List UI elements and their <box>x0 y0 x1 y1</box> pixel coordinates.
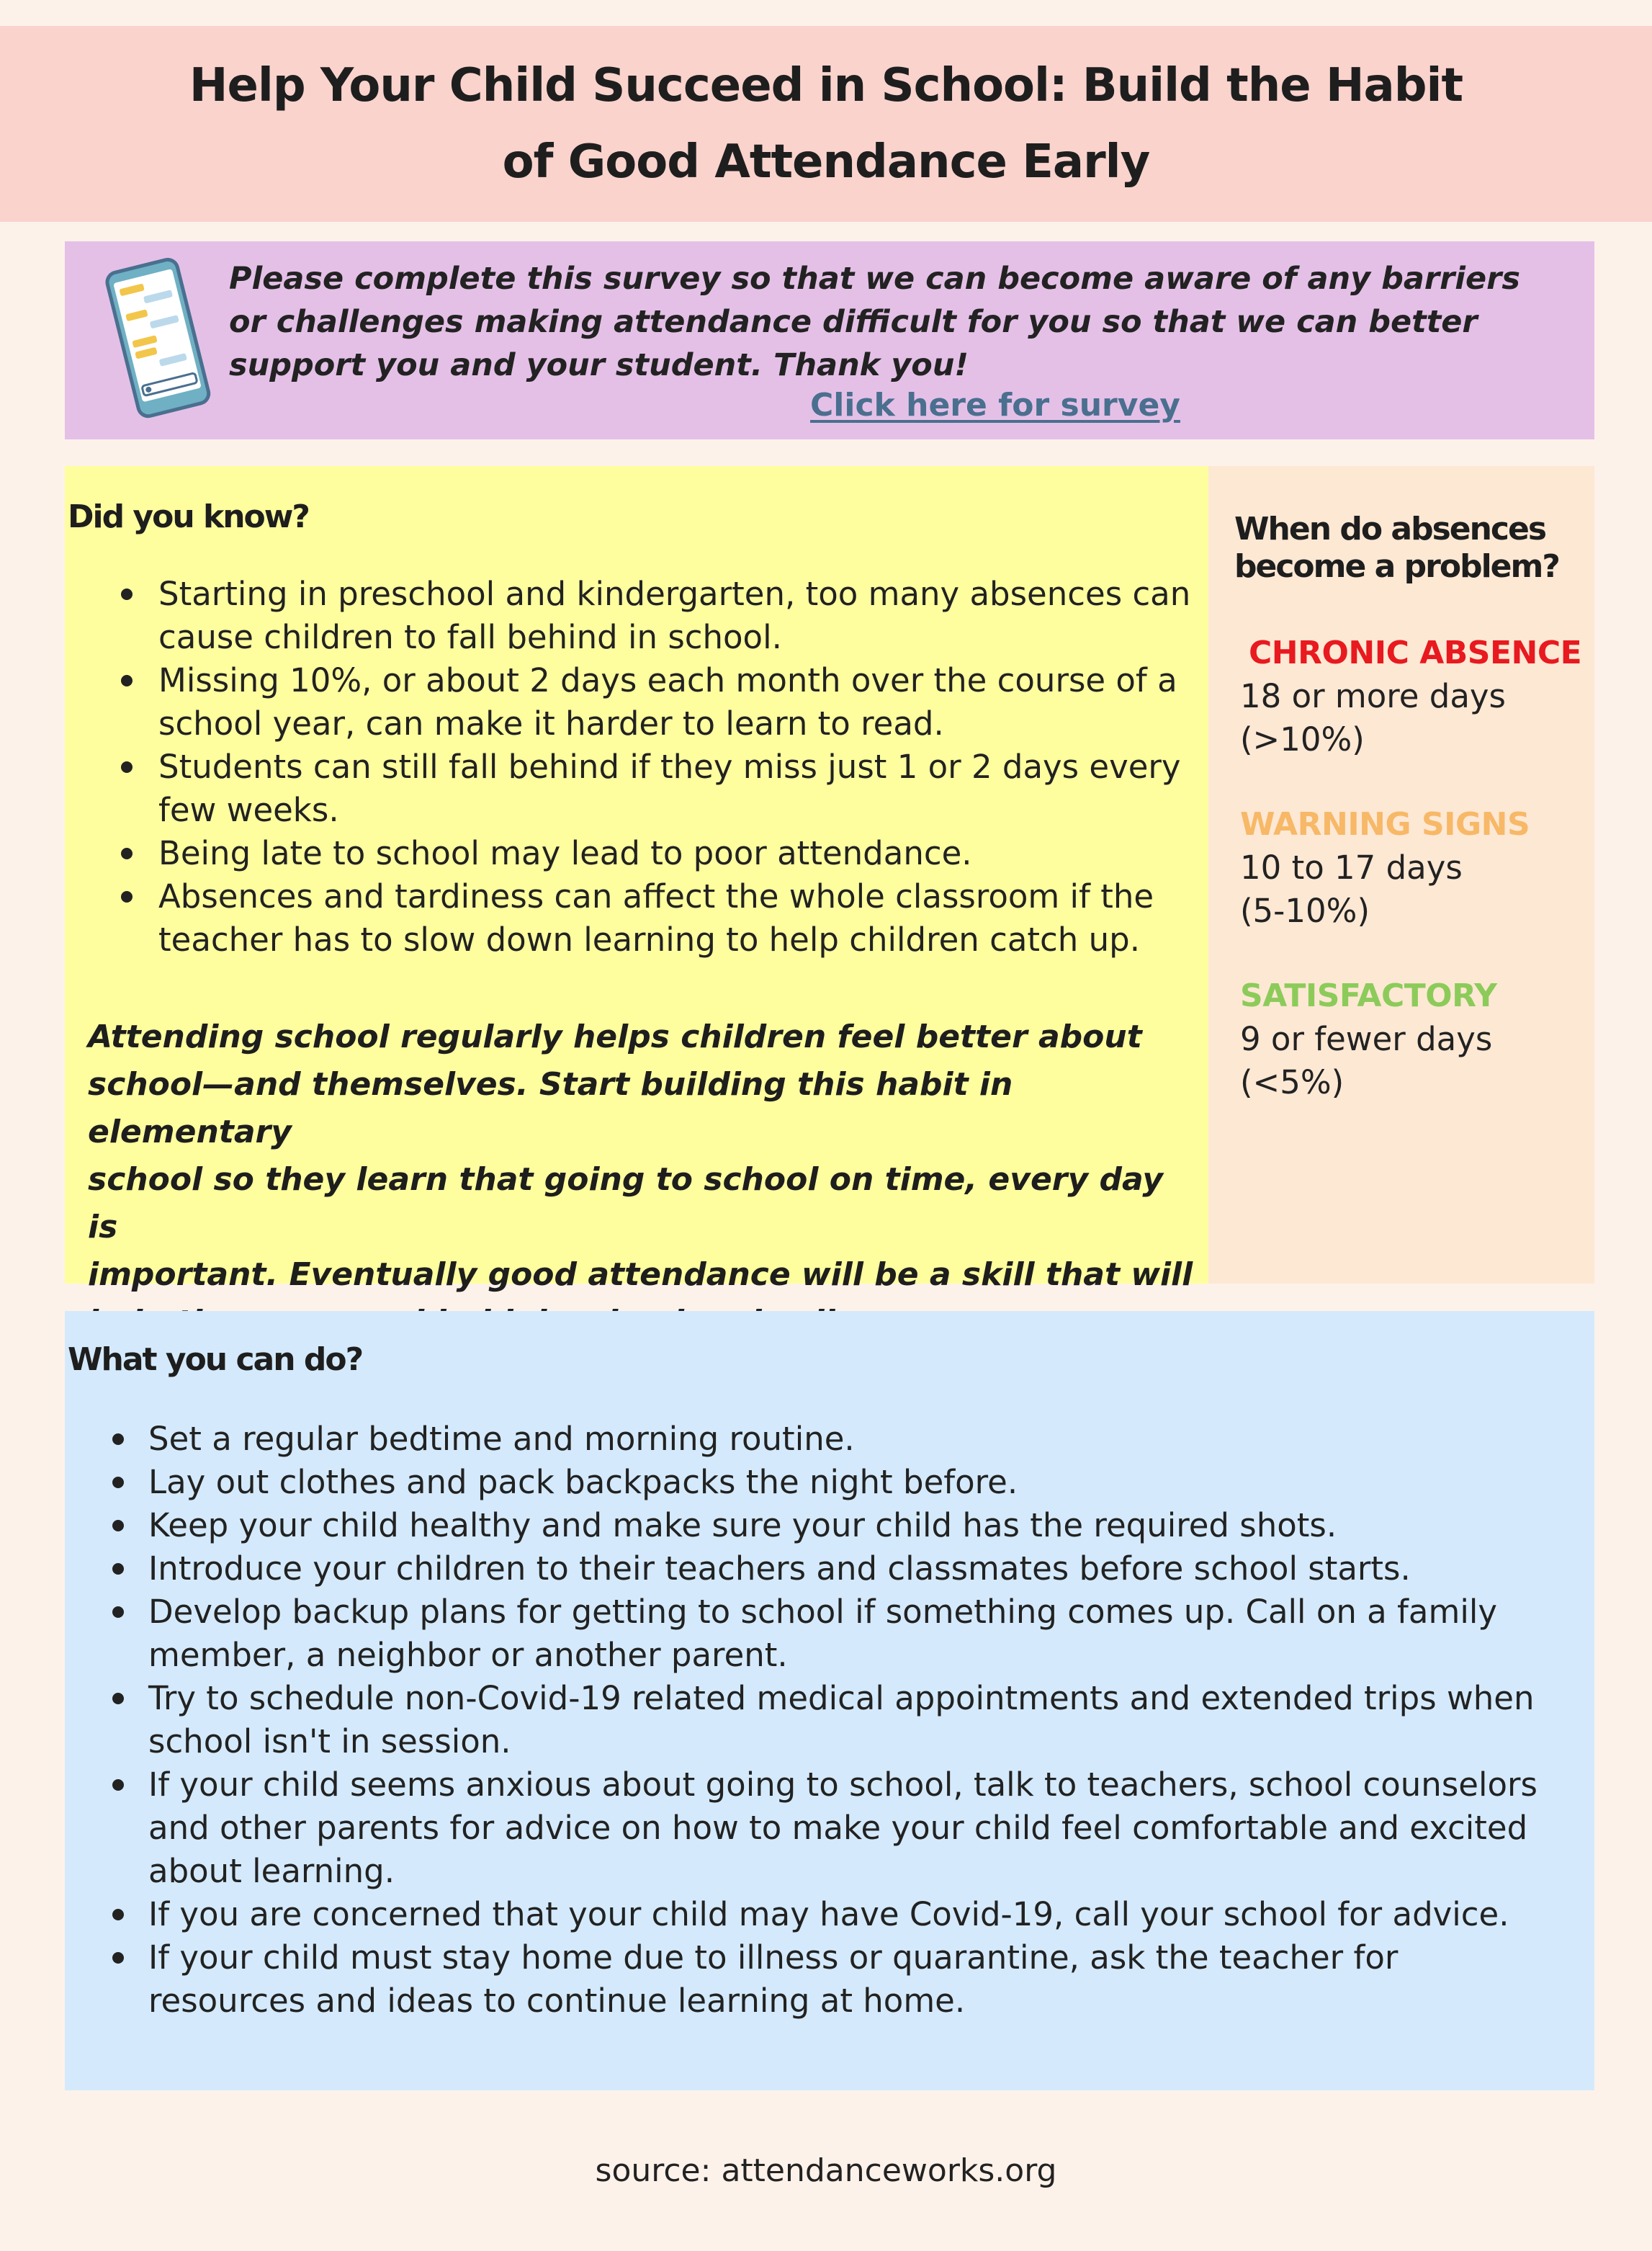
bullet-icon <box>112 1433 124 1445</box>
level-description: 18 or more days (>10%) <box>1240 677 1506 758</box>
survey-link[interactable]: Click here for survey <box>810 387 1180 424</box>
survey-message: Please complete this survey so that we can become aware of any barriers or challenges making attendance difficult for you so that we can better support you and your student. Thank you! <box>229 261 1520 383</box>
list-item-text: Try to schedule non-Covid-19 related medical appointments and extended trips when school isn't in session. <box>148 1679 1535 1760</box>
list-item-text: Starting in preschool and kindergarten, too many absences can cause children to fall behind in school. <box>158 575 1191 656</box>
absence-levels-panel <box>1208 466 1594 1284</box>
what-you-can-do-heading: What you can do? <box>68 1341 363 1378</box>
level-chronic-absence <box>1240 632 1581 761</box>
list-item-text: Lay out clothes and pack backpacks the night before. <box>148 1463 1018 1501</box>
bullet-icon <box>112 1520 124 1531</box>
bullet-icon <box>112 1779 124 1791</box>
level-description: 9 or fewer days (<5%) <box>1240 1020 1493 1101</box>
list-item <box>148 1418 1560 1461</box>
level-label: WARNING SIGNS <box>1240 806 1530 843</box>
bullet-icon <box>121 589 133 600</box>
list-item-text: If you are concerned that your child may have Covid-19, call your school for advice. <box>148 1895 1509 1933</box>
source-credit: source: attendanceworks.org <box>595 2152 1057 2189</box>
list-item <box>148 1893 1560 1936</box>
page-title-line1: Help Your Child Succeed in School: Build the Habit <box>189 59 1463 112</box>
list-item-text: Students can still fall behind if they miss just 1 or 2 days every few weeks. <box>158 748 1181 829</box>
bullet-icon <box>112 1693 124 1704</box>
bullet-icon <box>121 848 133 859</box>
list-item-text: If your child must stay home due to illness or quarantine, ask the teacher for resources and ideas to continue learning at home. <box>148 1938 1399 2020</box>
bullet-icon <box>112 1952 124 1964</box>
page-header <box>0 26 1652 222</box>
bullet-icon <box>121 675 133 686</box>
what-you-can-do-list <box>148 1418 1560 2023</box>
level-label: SATISFACTORY <box>1240 977 1497 1014</box>
list-item <box>158 832 1195 875</box>
list-item-text: Introduce your children to their teachers and classmates before school starts. <box>148 1549 1411 1588</box>
list-item <box>148 1504 1560 1547</box>
list-item-text: Absences and tardiness can affect the whole classroom if the teacher has to slow down learning to help children catch up. <box>158 877 1154 959</box>
list-item-text: Being late to school may lead to poor attendance. <box>158 834 972 872</box>
level-label: CHRONIC ABSENCE <box>1249 635 1582 671</box>
list-item <box>158 875 1195 962</box>
list-item-text: Set a regular bedtime and morning routine. <box>148 1420 855 1458</box>
bullet-icon <box>121 761 133 773</box>
list-item <box>158 746 1195 832</box>
bullet-icon <box>112 1909 124 1920</box>
absence-levels-heading: When do absences become a problem? <box>1234 511 1559 585</box>
list-item <box>148 1763 1560 1893</box>
what-you-can-do-panel <box>65 1311 1594 2090</box>
list-item <box>148 1461 1560 1504</box>
list-item-text: Missing 10%, or about 2 days each month over the course of a school year, can make it harder to learn to read. <box>158 661 1177 743</box>
bullet-icon <box>112 1563 124 1575</box>
attendance-habit-paragraph: Attending school regularly helps children feel better about school—and themselves. Start building this habit in elementary school so they learn that going to school on time, every day is important. Eventually good attendance will be a skill that will <box>88 1019 1193 1293</box>
level-warning-signs <box>1240 803 1530 933</box>
level-satisfactory <box>1240 975 1497 1104</box>
list-item <box>158 573 1195 659</box>
survey-link-row <box>65 387 1594 424</box>
bullet-icon <box>112 1606 124 1618</box>
page-title-line2: of Good Attendance Early <box>502 135 1150 189</box>
bullet-icon <box>121 891 133 903</box>
bullet-icon <box>112 1477 124 1488</box>
list-item-text: Keep your child healthy and make sure your child has the required shots. <box>148 1506 1337 1544</box>
level-description: 10 to 17 days (5-10%) <box>1240 849 1463 930</box>
did-you-know-list <box>158 573 1195 962</box>
list-item-text: Develop backup plans for getting to school if something comes up. Call on a family member, a neighbor or another parent. <box>148 1593 1497 1674</box>
list-item <box>148 1590 1560 1677</box>
list-item <box>148 1547 1560 1590</box>
list-item <box>158 659 1195 746</box>
did-you-know-panel <box>65 466 1208 1293</box>
list-item <box>148 1677 1560 1763</box>
survey-banner <box>65 241 1594 439</box>
did-you-know-heading: Did you know? <box>68 498 309 535</box>
list-item <box>148 1936 1560 2023</box>
page-title <box>189 48 1463 200</box>
list-item-text: If your child seems anxious about going to school, talk to teachers, school counselors and other parents for advice on how to make your child feel comfortable and excited about learning. <box>148 1766 1537 1890</box>
